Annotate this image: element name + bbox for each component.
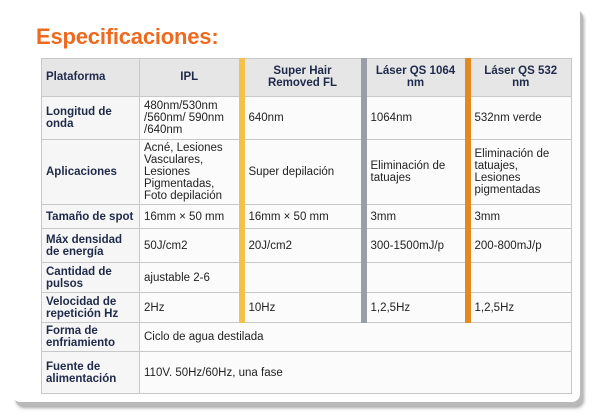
table-row (42, 140, 572, 205)
table-row (42, 352, 572, 394)
table-row (42, 205, 572, 229)
cell-ipl: ajustable 2-6 (140, 263, 242, 293)
cell-qs532: 3mm (468, 205, 572, 229)
cell-qs532: 200-800mJ/p (468, 229, 572, 263)
spec-table-container (41, 58, 571, 386)
cell-qs532: Eliminación de tatuajes, Lesiones pigmentadas (468, 140, 572, 205)
table-row (42, 263, 572, 293)
row-label: Longitud de onda (42, 97, 140, 140)
col-header-qs1064: Láser QS 1064 nm (364, 59, 468, 97)
table-row (42, 293, 572, 323)
cell-ipl: 480nm/530nm /560nm/ 590nm /640nm (140, 97, 242, 140)
cell-qs532 (468, 263, 572, 293)
table-header-row (42, 59, 572, 97)
row-label: Fuente de alimentación (42, 352, 140, 394)
cell-fl: Super depilación (242, 140, 364, 205)
cell-qs532: 1,2,5Hz (468, 293, 572, 323)
row-label: Aplicaciones (42, 140, 140, 205)
cell-ipl: Acné, Lesiones Vasculares, Lesiones Pigmentadas, Foto depilación (140, 140, 242, 205)
cell-merged: 110V. 50Hz/60Hz, una fase (140, 352, 572, 394)
cell-fl: 10Hz (242, 293, 364, 323)
cell-fl: 640nm (242, 97, 364, 140)
row-label: Velocidad de repetición Hz (42, 293, 140, 323)
table-row (42, 323, 572, 352)
col-header-plataforma: Plataforma (42, 59, 140, 97)
cell-fl: 16mm × 50 mm (242, 205, 364, 229)
row-label: Cantidad de pulsos (42, 263, 140, 293)
cell-qs1064: 3mm (364, 205, 468, 229)
page-title: Especificaciones: (36, 24, 219, 49)
cell-qs1064: 1064nm (364, 97, 468, 140)
row-label: Forma de enfriamiento (42, 323, 140, 352)
cell-qs1064: Eliminación de tatuajes (364, 140, 468, 205)
table-row (42, 229, 572, 263)
cell-fl (242, 263, 364, 293)
cell-qs1064 (364, 263, 468, 293)
cell-ipl: 16mm × 50 mm (140, 205, 242, 229)
row-label: Máx densidad de energía (42, 229, 140, 263)
table-row (42, 97, 572, 140)
cell-qs1064: 1,2,5Hz (364, 293, 468, 323)
cell-merged: Ciclo de agua destilada (140, 323, 572, 352)
cell-qs532: 532nm verde (468, 97, 572, 140)
cell-qs1064: 300-1500mJ/p (364, 229, 468, 263)
col-header-ipl: IPL (140, 59, 242, 97)
cell-fl: 20J/cm2 (242, 229, 364, 263)
cell-ipl: 50J/cm2 (140, 229, 242, 263)
col-header-qs532: Láser QS 532 nm (468, 59, 572, 97)
row-label: Tamaño de spot (42, 205, 140, 229)
col-header-fl: Super Hair Removed FL (242, 59, 364, 97)
cell-ipl: 2Hz (140, 293, 242, 323)
spec-table (41, 58, 572, 394)
